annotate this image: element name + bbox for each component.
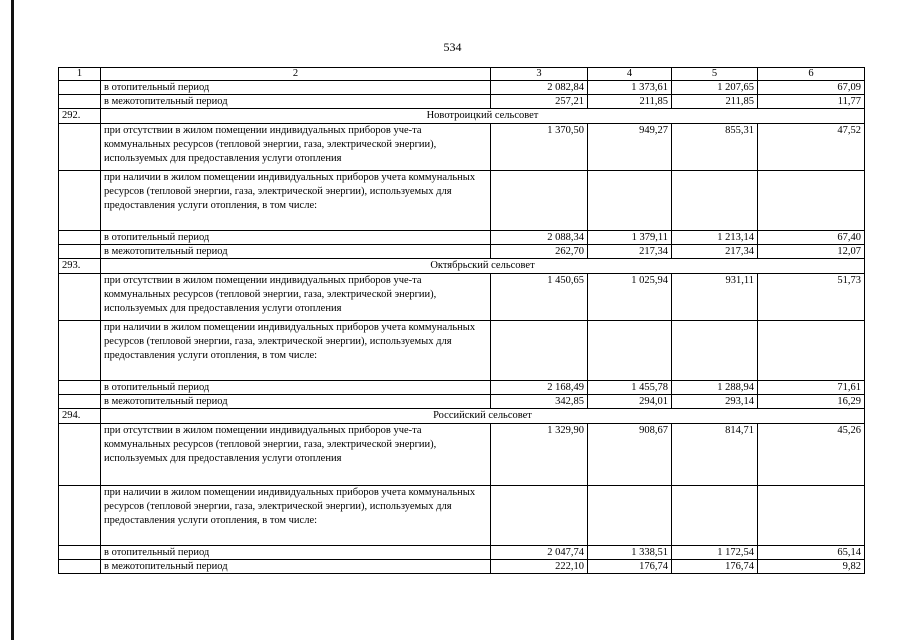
row-description: при отсутствии в жилом помещении индивидуальных приборов уче-та коммунальных ресурсов (тепловой энергии, газа, электрической энергии), используемых для предоставления услуги отопления — [101, 424, 491, 486]
value-cell: 1 288,94 — [672, 381, 758, 395]
row-description: при отсутствии в жилом помещении индивидуальных приборов уче-та коммунальных ресурсов (тепловой энергии, газа, электрической энергии), используемых для предоставления услуги отопления — [101, 124, 491, 171]
value-cell: 65,14 — [758, 546, 865, 560]
scan-edge-rule — [11, 0, 14, 640]
value-cell: 1 213,14 — [672, 231, 758, 245]
section-title: Октябрьский сельсовет — [101, 259, 865, 274]
table-row — [59, 274, 865, 321]
row-description: при отсутствии в жилом помещении индивидуальных приборов уче-та коммунальных ресурсов (тепловой энергии, газа, электрической энергии), используемых для предоставления услуги отопления — [101, 274, 491, 321]
section-header-row — [59, 409, 865, 424]
empty-cell — [672, 321, 758, 381]
empty-cell — [672, 486, 758, 546]
section-number: 293. — [59, 259, 101, 274]
row-label: в межотопительный период — [101, 245, 491, 259]
empty-cell — [59, 395, 101, 409]
value-cell: 931,11 — [672, 274, 758, 321]
value-cell: 2 082,84 — [491, 81, 588, 95]
value-cell: 11,77 — [758, 95, 865, 109]
empty-cell — [491, 321, 588, 381]
header-cell: 6 — [758, 68, 865, 81]
row-label: в отопительный период — [101, 381, 491, 395]
value-cell: 176,74 — [588, 560, 672, 574]
empty-cell — [59, 546, 101, 560]
empty-cell — [59, 274, 101, 321]
value-cell: 1 370,50 — [491, 124, 588, 171]
row-description: при наличии в жилом помещении индивидуальных приборов учета коммунальных ресурсов (тепловой энергии, газа, электрической энергии), используемых для предоставления услуги отопления, в том числе: — [101, 171, 491, 231]
value-cell: 814,71 — [672, 424, 758, 486]
section-number: 292. — [59, 109, 101, 124]
value-cell: 67,09 — [758, 81, 865, 95]
empty-cell — [59, 171, 101, 231]
value-cell: 1 338,51 — [588, 546, 672, 560]
row-label: в межотопительный период — [101, 95, 491, 109]
table-row — [59, 381, 865, 395]
table-row — [59, 486, 865, 546]
section-title: Российский сельсовет — [101, 409, 865, 424]
value-cell: 47,52 — [758, 124, 865, 171]
empty-cell — [59, 231, 101, 245]
value-cell: 949,27 — [588, 124, 672, 171]
value-cell: 1 379,11 — [588, 231, 672, 245]
table-row — [59, 231, 865, 245]
header-cell: 4 — [588, 68, 672, 81]
tariff-table — [58, 67, 865, 574]
value-cell: 1 455,78 — [588, 381, 672, 395]
row-description: при наличии в жилом помещении индивидуальных приборов учета коммунальных ресурсов (тепловой энергии, газа, электрической энергии), используемых для предоставления услуги отопления, в том числе: — [101, 321, 491, 381]
value-cell: 2 047,74 — [491, 546, 588, 560]
row-label: в отопительный период — [101, 546, 491, 560]
row-label: в межотопительный период — [101, 395, 491, 409]
header-cell: 3 — [491, 68, 588, 81]
value-cell: 908,67 — [588, 424, 672, 486]
table-row — [59, 395, 865, 409]
value-cell: 176,74 — [672, 560, 758, 574]
table-row — [59, 560, 865, 574]
row-label: в межотопительный период — [101, 560, 491, 574]
header-cell: 5 — [672, 68, 758, 81]
row-label: в отопительный период — [101, 81, 491, 95]
empty-cell — [59, 486, 101, 546]
value-cell: 16,29 — [758, 395, 865, 409]
value-cell: 1 025,94 — [588, 274, 672, 321]
empty-cell — [491, 486, 588, 546]
table-row — [59, 95, 865, 109]
value-cell: 2 088,34 — [491, 231, 588, 245]
value-cell: 211,85 — [672, 95, 758, 109]
value-cell: 45,26 — [758, 424, 865, 486]
row-label: в отопительный период — [101, 231, 491, 245]
value-cell: 222,10 — [491, 560, 588, 574]
section-header-row — [59, 259, 865, 274]
table-row — [59, 124, 865, 171]
value-cell: 217,34 — [672, 245, 758, 259]
empty-cell — [588, 486, 672, 546]
empty-cell — [588, 321, 672, 381]
value-cell: 9,82 — [758, 560, 865, 574]
value-cell: 12,07 — [758, 245, 865, 259]
table-row — [59, 424, 865, 486]
empty-cell — [588, 171, 672, 231]
value-cell: 257,21 — [491, 95, 588, 109]
page-number: 534 — [443, 40, 462, 54]
value-cell: 855,31 — [672, 124, 758, 171]
value-cell: 1 373,61 — [588, 81, 672, 95]
table-row — [59, 321, 865, 381]
value-cell: 342,85 — [491, 395, 588, 409]
header-cell: 1 — [59, 68, 101, 81]
empty-cell — [59, 81, 101, 95]
value-cell: 294,01 — [588, 395, 672, 409]
value-cell: 2 168,49 — [491, 381, 588, 395]
table-row — [59, 171, 865, 231]
table-row — [59, 81, 865, 95]
empty-cell — [59, 321, 101, 381]
empty-cell — [758, 171, 865, 231]
empty-cell — [59, 245, 101, 259]
empty-cell — [672, 171, 758, 231]
value-cell: 1 329,90 — [491, 424, 588, 486]
empty-cell — [59, 124, 101, 171]
value-cell: 1 172,54 — [672, 546, 758, 560]
row-description: при наличии в жилом помещении индивидуальных приборов учета коммунальных ресурсов (тепловой энергии, газа, электрической энергии), используемых для предоставления услуги отопления, в том числе: — [101, 486, 491, 546]
value-cell: 67,40 — [758, 231, 865, 245]
section-number: 294. — [59, 409, 101, 424]
empty-cell — [59, 95, 101, 109]
header-cell: 2 — [101, 68, 491, 81]
value-cell: 211,85 — [588, 95, 672, 109]
table-row — [59, 245, 865, 259]
empty-cell — [758, 486, 865, 546]
value-cell: 293,14 — [672, 395, 758, 409]
value-cell: 71,61 — [758, 381, 865, 395]
header-row — [59, 68, 865, 81]
empty-cell — [758, 321, 865, 381]
value-cell: 1 450,65 — [491, 274, 588, 321]
value-cell: 51,73 — [758, 274, 865, 321]
value-cell: 217,34 — [588, 245, 672, 259]
empty-cell — [59, 381, 101, 395]
value-cell: 262,70 — [491, 245, 588, 259]
section-header-row — [59, 109, 865, 124]
empty-cell — [59, 424, 101, 486]
empty-cell — [59, 560, 101, 574]
table-row — [59, 546, 865, 560]
section-title: Новотроицкий сельсовет — [101, 109, 865, 124]
value-cell: 1 207,65 — [672, 81, 758, 95]
empty-cell — [491, 171, 588, 231]
